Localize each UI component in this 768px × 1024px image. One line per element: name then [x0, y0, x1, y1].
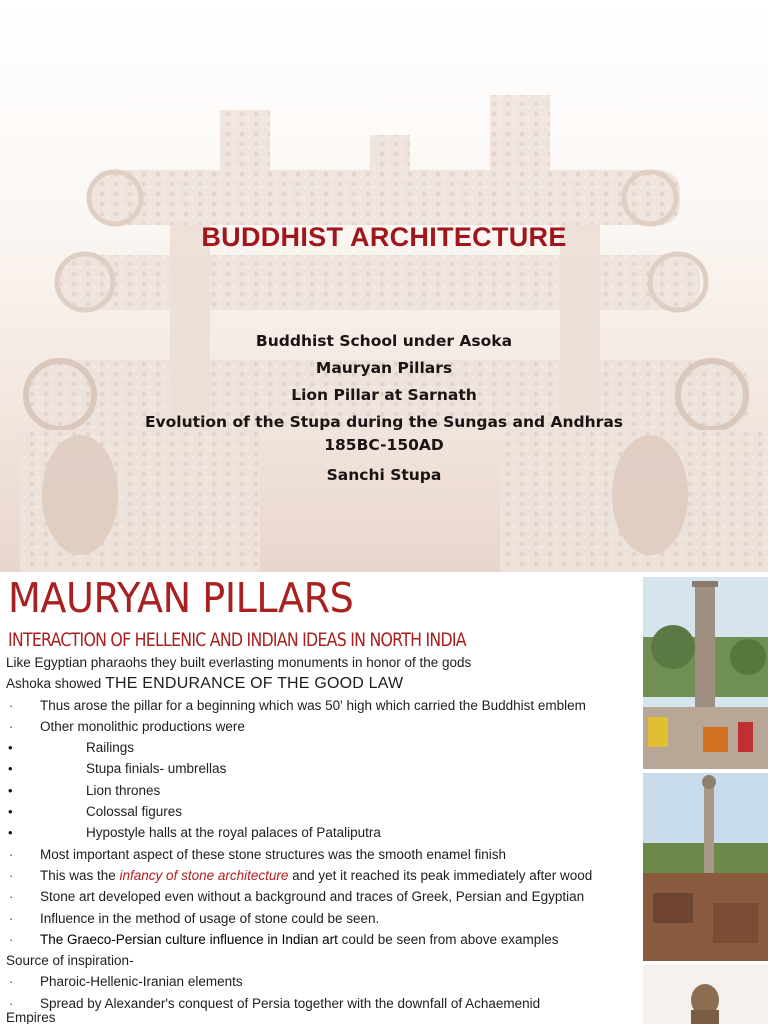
- sub-bullet-item: • Hypostyle halls at the royal palaces of Pataliputra: [6, 822, 642, 843]
- bullet-item: · Influence in the method of usage of stone could be seen.: [6, 908, 642, 929]
- bullet-item: · Other monolithic productions were: [6, 716, 642, 737]
- body-paragraph: Ashoka showed THE ENDURANCE OF THE GOOD LAW: [6, 675, 404, 693]
- sub-bullet-item: • Stupa finials- umbrellas: [6, 758, 642, 779]
- bullet-item: · The Graeco-Persian culture influence in Indian art could be seen from above examples: [6, 929, 642, 950]
- lion-pillar-photo: [643, 773, 768, 961]
- slide-body: [6, 652, 642, 1024]
- subtitle-line: Mauryan Pillars: [315, 359, 453, 377]
- bullet-item: · Stone art developed even without a background and traces of Greek, Persian and Egyptian: [6, 886, 642, 907]
- bullet-item: · Most important aspect of these stone structures was the smooth enamel finish: [6, 844, 642, 865]
- bullet-item: · Spread by Alexander's conquest of Persia together with the downfall of Achaemenid: [6, 993, 642, 1007]
- highlight-text: infancy of stone architecture: [119, 867, 289, 883]
- body-paragraph: Like Egyptian pharaohs they built everlasting monuments in honor of the gods: [6, 655, 472, 670]
- bullet-item: · This was the infancy of stone architecture and yet it reached its peak immediately after wood: [6, 865, 642, 886]
- slide-title: BUDDHIST ARCHITECTURE: [201, 222, 567, 252]
- slide-subheading: INTERACTION OF HELLENIC AND INDIAN IDEAS IN NORTH INDIA: [8, 629, 466, 651]
- body-paragraph: Empires: [6, 1009, 56, 1024]
- bullet-item: · Pharoic-Hellenic-Iranian elements: [6, 971, 642, 992]
- mauryan-pillars-slide: [0, 572, 768, 1024]
- bullet-item: · Thus arose the pillar for a beginning which was 50' high which carried the Buddhist emblem: [6, 695, 642, 716]
- subtitle-line: Buddhist School under Asoka: [255, 332, 513, 350]
- subtitle-line: Evolution of the Stupa during the Sungas and Andhras: [144, 413, 624, 431]
- sub-bullet-item: • Lion thrones: [6, 780, 642, 801]
- sub-bullet-item: • Colossal figures: [6, 801, 642, 822]
- body-paragraph: Source of inspiration-: [6, 953, 134, 969]
- photo-column: [643, 577, 768, 1024]
- ashoka-pillar-photo: [643, 577, 768, 769]
- subtitle-line: 185BC-150AD: [324, 436, 444, 454]
- subtitle-line: Lion Pillar at Sarnath: [291, 386, 477, 404]
- subtitle-line: Sanchi Stupa: [326, 466, 442, 484]
- sub-bullet-item: • Railings: [6, 737, 642, 758]
- slide-heading: MAURYAN PILLARS: [8, 574, 354, 622]
- lion-capital-photo: [643, 965, 768, 1024]
